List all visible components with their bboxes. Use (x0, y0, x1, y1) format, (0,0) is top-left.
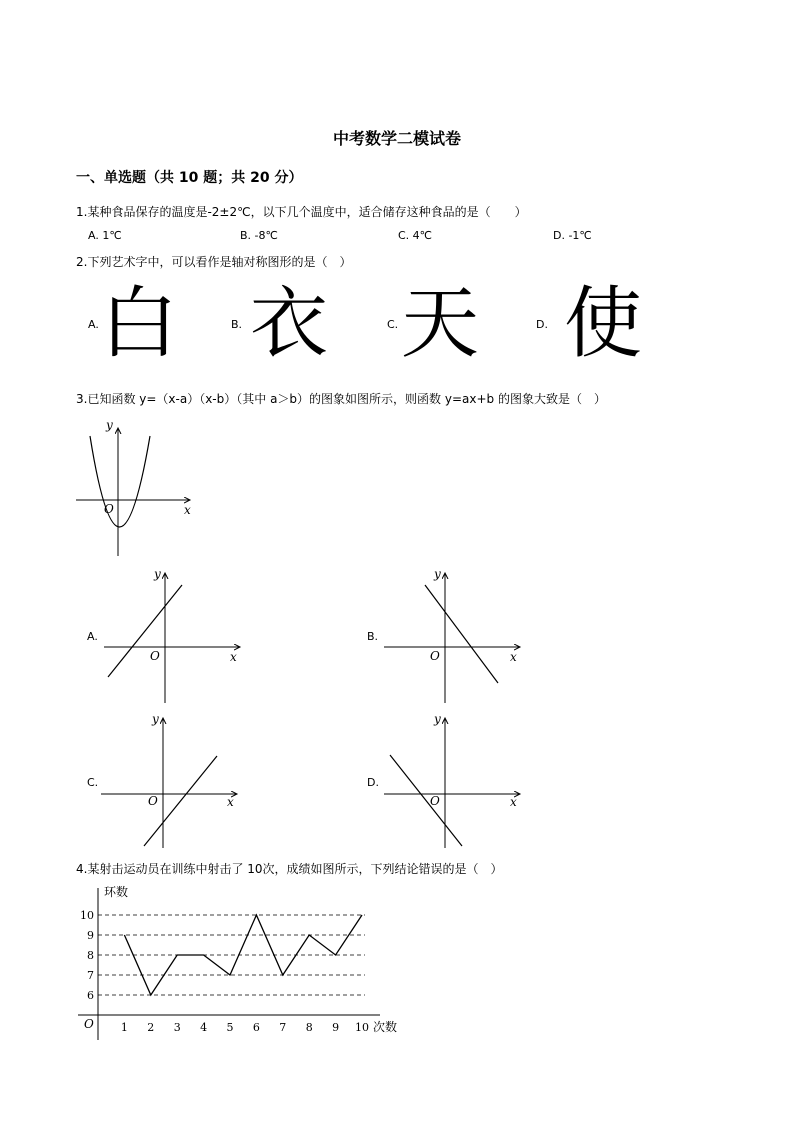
question-2-stem: 2.下列艺术字中，可以看作是轴对称图形的是（ ） (76, 255, 352, 269)
q3-parabola-graph (72, 418, 197, 560)
x-tick-label: 4 (200, 1021, 208, 1034)
x-tick-label: 3 (173, 1021, 181, 1034)
x-tick-label: 2 (147, 1021, 155, 1034)
q3-option-b-graph (380, 565, 525, 705)
q2-option-d-letter: D. (536, 318, 548, 331)
q3-option-a-graph (100, 565, 245, 705)
question-4-stem: 4.某射击运动员在训练中射击了 10次，成绩如图所示，下列结论错误的是（ ） (76, 862, 503, 876)
x-tick-label: 5 (226, 1021, 234, 1034)
y-axis-label: y (154, 567, 161, 581)
y-tick-label: 10 (80, 909, 94, 922)
line-graph (425, 585, 498, 683)
x-axis-label: x (184, 503, 191, 517)
q3-option-d-letter: D. (367, 776, 379, 789)
line-graph (390, 755, 462, 846)
question-1-stem: 1.某种食品保存的温度是-2±2℃，以下几个温度中，适合储存这种食品的是（ ） (76, 205, 527, 219)
y-axis-label: y (434, 567, 441, 581)
x-axis-label: x (230, 650, 237, 664)
q2-option-c-char: 天 (401, 279, 480, 369)
x-tick-label: 1 (120, 1021, 128, 1034)
q2-option-a-letter: A. (88, 318, 99, 331)
origin-label: O (430, 649, 440, 663)
page-title: 中考数学二模试卷 (332, 129, 461, 148)
q3-option-b-letter: B. (367, 630, 379, 643)
y-axis-label: y (434, 712, 441, 726)
q2-option-c-letter: C. (387, 318, 399, 331)
q3-option-c-letter: C. (87, 776, 99, 789)
y-axis-label: y (152, 712, 159, 726)
x-axis-label: x (510, 795, 517, 809)
line-graph (108, 585, 182, 677)
y-axis-label: y (106, 418, 113, 432)
q2-option-b-letter: B. (231, 318, 243, 331)
section-heading: 一、单选题（共 10 题；共 20 分） (76, 170, 303, 186)
y-axis-title: 环数 (104, 885, 129, 899)
q4-score-chart (70, 880, 420, 1045)
q2-option-a-char: 白 (100, 279, 179, 369)
q3-option-d-graph (380, 710, 525, 850)
x-axis-title: 次数 (373, 1020, 398, 1034)
x-tick-label: 7 (279, 1021, 287, 1034)
parabola-curve (90, 436, 150, 527)
origin-label: O (430, 794, 440, 808)
q1-option-a: A. 1℃ (88, 229, 122, 242)
x-axis-label: x (510, 650, 517, 664)
origin-label: O (104, 502, 114, 516)
y-tick-label: 6 (87, 989, 94, 1002)
q2-option-d-char: 使 (564, 279, 643, 369)
q3-option-a-letter: A. (87, 630, 98, 643)
y-tick-label: 7 (87, 969, 94, 982)
q2-option-b-char: 衣 (250, 279, 329, 369)
q1-option-c: C. 4℃ (398, 229, 433, 242)
y-tick-label: 9 (87, 929, 94, 942)
q3-option-c-graph (97, 710, 242, 850)
x-axis-label: x (227, 795, 234, 809)
x-tick-label: 6 (252, 1021, 260, 1034)
origin-label: O (84, 1017, 94, 1031)
score-line (124, 915, 362, 995)
q1-option-b: B. -8℃ (240, 229, 278, 242)
x-tick-label: 9 (332, 1021, 340, 1034)
question-3-stem: 3.已知函数 y=（x-a）（x-b）（其中 a＞b）的图象如图所示，则函数 y=ax+b 的图象大致是（ ） (76, 392, 606, 406)
origin-label: O (150, 649, 160, 663)
origin-label: O (148, 794, 158, 808)
y-tick-label: 8 (87, 949, 94, 962)
q1-option-d: D. -1℃ (553, 229, 592, 242)
x-tick-label: 8 (305, 1021, 313, 1034)
x-tick-label: 10 (355, 1021, 369, 1034)
